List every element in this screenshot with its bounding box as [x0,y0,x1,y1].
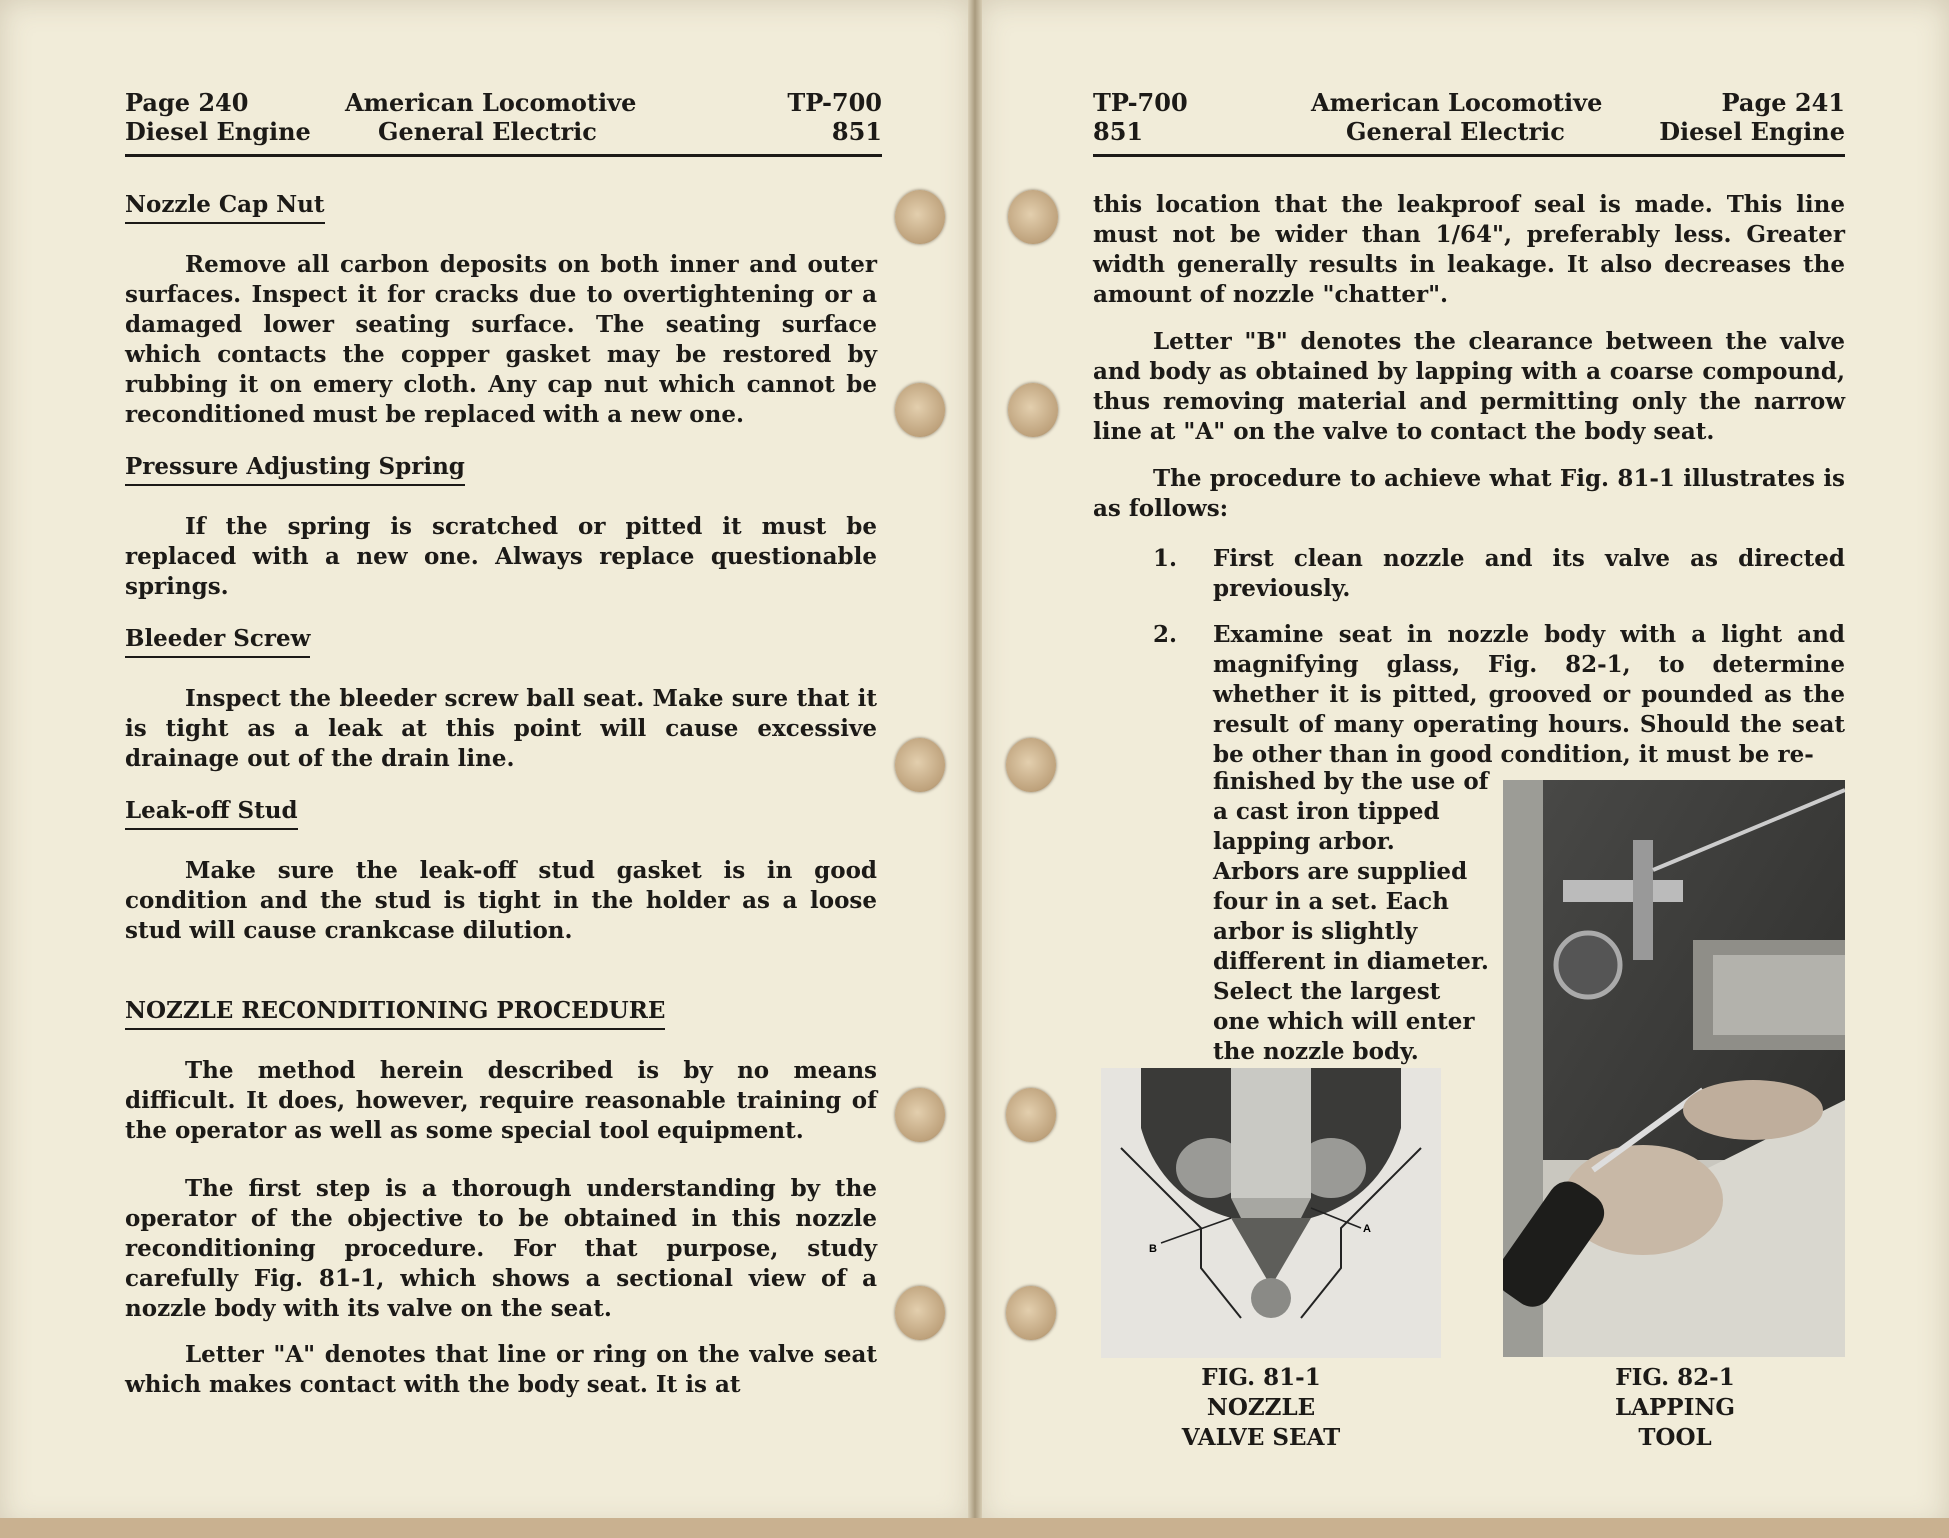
manufacturer-2: General Electric [1346,117,1565,146]
manufacturer: American Locomotive [1311,88,1603,117]
lapping-tool-photo [1503,780,1845,1357]
section-leak-off-stud [125,796,877,946]
list-item [1093,544,1845,604]
section-text: Remove all carbon deposits on both inner and outer surfaces. Inspect it for cracks due to overtightening or a damaged lower seating surface. The seating surface which contacts the copper gasket may be restored by rubbing it on emery cloth. Any cap nut which cannot be reconditioned must be replaced with a new one. [125,251,877,428]
procedure-paragraph: The first step is a thorough understanding by the operator of the objective to be obtained in this nozzle reconditioning procedure. For that purpose, study carefully Fig. 81-1, which shows a sectional view of a nozzle body with its valve on the seat. [125,1175,877,1322]
procedure-heading: NOZZLE RECONDITIONING PROCEDURE [125,996,665,1030]
fig-82-1-caption [1545,1363,1805,1453]
section-heading: Pressure Adjusting Spring [125,452,465,486]
punch-hole [1006,1088,1056,1142]
left-page-content [125,190,877,1400]
punch-hole [895,190,945,244]
punch-hole [895,1088,945,1142]
diagram-label-a: A [1363,1223,1371,1235]
section-pressure-adjusting-spring [125,452,877,602]
caption-line: TOOL [1638,1424,1712,1451]
caption-line: LAPPING [1614,1394,1736,1421]
nozzle-valve-seat-diagram [1101,1068,1441,1358]
section-nozzle-cap-nut [125,190,877,430]
left-page-header [125,88,882,157]
caption-line: NOZZLE [1206,1394,1316,1421]
section-text: Inspect the bleeder screw ball seat. Make sure that it is tight as a leak at this point will cause excessive drainage out of the drain line. [125,685,877,772]
section-heading: Nozzle Cap Nut [125,190,325,224]
right-page-header [1093,88,1845,157]
doc-number: TP-700 [1093,88,1188,117]
punch-hole [1006,738,1056,792]
section-reconditioning-procedure [125,996,877,1400]
list-number: 2. [1153,621,1178,648]
diagram-label-b: B [1149,1243,1157,1255]
section-number: 851 [831,117,882,146]
list-item [1093,620,1845,770]
page-number: Page 240 [125,88,249,117]
manufacturer-2: General Electric [378,117,597,146]
punch-hole [895,1286,945,1340]
punch-hole [895,738,945,792]
book-gutter [968,0,982,1528]
background-strip [0,1518,1949,1538]
section-heading: Leak-off Stud [125,796,298,830]
doc-number: TP-700 [787,88,882,117]
caption-line: FIG. 81-1 [1201,1364,1321,1391]
list-text: Examine seat in nozzle body with a light and magnifying glass, Fig. 82-1, to determine whether it is pitted, grooved or pounded as the result of many operating hours. Should the seat be other than in good condition, it must be re- [1213,621,1845,768]
list-text: finished by the use of a cast iron tipped lapping arbor. Arbors are supplied four in a set. Each arbor is slightly different in diameter. Select the largest one which will enter the nozzle body. [1213,768,1489,1065]
section-heading: Bleeder Screw [125,624,310,658]
punch-hole [1006,1286,1056,1340]
manufacturer: American Locomotive [345,88,637,117]
right-page-content [1093,190,1845,770]
engine-label: Diesel Engine [1659,117,1845,146]
punch-hole [895,383,945,437]
list-text: First clean nozzle and its valve as directed previously. [1213,545,1845,602]
punch-hole [1008,383,1058,437]
section-text: Make sure the leak-off stud gasket is in good condition and the stud is tight in the holder as a loose stud will cause crankcase dilution. [125,857,877,944]
caption-line: VALVE SEAT [1181,1424,1341,1451]
procedure-paragraph: The method herein described is by no means difficult. It does, however, require reasonable training of the operator as well as some special tool equipment. [125,1057,877,1144]
section-number: 851 [1093,117,1144,146]
paragraph: Letter "B" denotes the clearance between the valve and body as obtained by lapping with a coarse compound, thus removing material and permitting only the narrow line at "A" on the valve to contact the body seat. [1093,328,1845,445]
procedure-paragraph: Letter "A" denotes that line or ring on the valve seat which makes contact with the body seat. It is at [125,1341,877,1398]
section-bleeder-screw [125,624,877,774]
section-text: If the spring is scratched or pitted it must be replaced with a new one. Always replace questionable springs. [125,513,877,600]
punch-hole [1008,190,1058,244]
fig-81-1-caption [1131,1363,1391,1453]
caption-line: FIG. 82-1 [1615,1364,1735,1391]
list-number: 1. [1153,545,1178,572]
engine-label: Diesel Engine [125,117,311,146]
paragraph: The procedure to achieve what Fig. 81-1 illustrates is as follows: [1093,465,1845,522]
paragraph: this location that the leakproof seal is made. This line must not be wider than 1/64", preferably less. Greater width generally results in leakage. It also decreases the amount of nozzle "chatter". [1093,191,1845,308]
page-number: Page 241 [1721,88,1845,117]
list-item-continuation [1213,767,1489,1067]
